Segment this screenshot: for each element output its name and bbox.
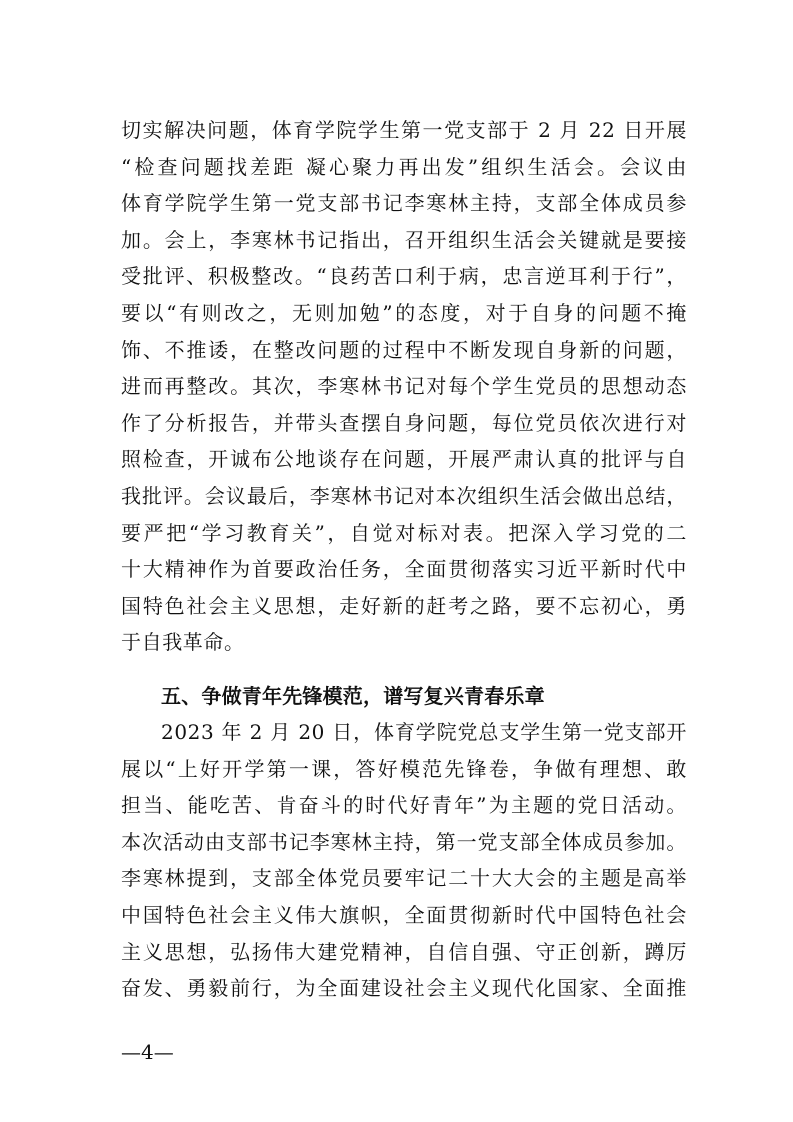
text-line: 中国特色社会主义伟大旗帜，全面贯彻新时代中国特色社会: [121, 902, 687, 927]
text-line: 于自我革命。: [121, 630, 245, 655]
text-line: 主义思想，弘扬伟大建党精神，自信自强、守正创新，蹲厉: [121, 939, 687, 964]
text-line: 担当、能吃苦、肯奋斗的时代好青年”为主题的党日活动。: [121, 793, 687, 818]
text-line: 受批评、积极整改。“良药苦口利于病，忠言逆耳利于行”，: [121, 264, 687, 289]
text-line: 饰、不推诿，在整改问题的过程中不断发现自身新的问题，: [121, 337, 687, 362]
text-line: 奋发、勇毅前行，为全面建设社会主义现代化国家、全面推: [121, 976, 687, 1001]
text-line: “检查问题找差距 凝心聚力再出发”组织生活会。会议由: [121, 154, 687, 179]
text-line: 要严把“学习教育关”，自觉对标对表。把深入学习党的二: [121, 520, 687, 545]
text-line: 要以“有则改之，无则加勉”的态度，对于自身的问题不掩: [121, 300, 687, 325]
page-number: —4—: [121, 1040, 174, 1064]
paragraph-2: [121, 714, 687, 1007]
text-line: 作了分析报告，并带头查摆自身问题，每位党员依次进行对: [121, 410, 687, 435]
paragraph-1: [121, 112, 687, 661]
text-line: 我批评。会议最后，李寒林书记对本次组织生活会做出总结，: [121, 483, 687, 508]
text-line: 展以“上好开学第一课，答好模范先锋卷，争做有理想、敢: [121, 756, 687, 781]
text-line: 李寒林提到，支部全体党员要牢记二十大大会的主题是高举: [121, 866, 687, 891]
text-line: 国特色社会主义思想，走好新的赶考之路，要不忘初心，勇: [121, 593, 687, 618]
text-line: 加。会上，李寒林书记指出，召开组织生活会关键就是要接: [121, 227, 687, 252]
text-line: 切实解决问题，体育学院学生第一党支部于 2 月 22 日开展: [121, 118, 687, 142]
text-line: 十大精神作为首要政治任务，全面贯彻落实习近平新时代中: [121, 557, 687, 582]
text-line: 2023 年 2 月 20 日，体育学院党总支学生第一党支部开: [161, 720, 687, 744]
text-line: 照检查，开诚布公地谈存在问题，开展严肃认真的批评与自: [121, 447, 687, 472]
section-heading: 五、争做青年先锋模范，谱写复兴青春乐章: [161, 684, 545, 708]
text-line: 体育学院学生第一党支部书记李寒林主持，支部全体成员参: [121, 191, 687, 216]
text-line: 本次活动由支部书记李寒林主持，第一党支部全体成员参加。: [121, 829, 687, 854]
text-line: 进而再整改。其次，李寒林书记对每个学生党员的思想动态: [121, 374, 687, 399]
